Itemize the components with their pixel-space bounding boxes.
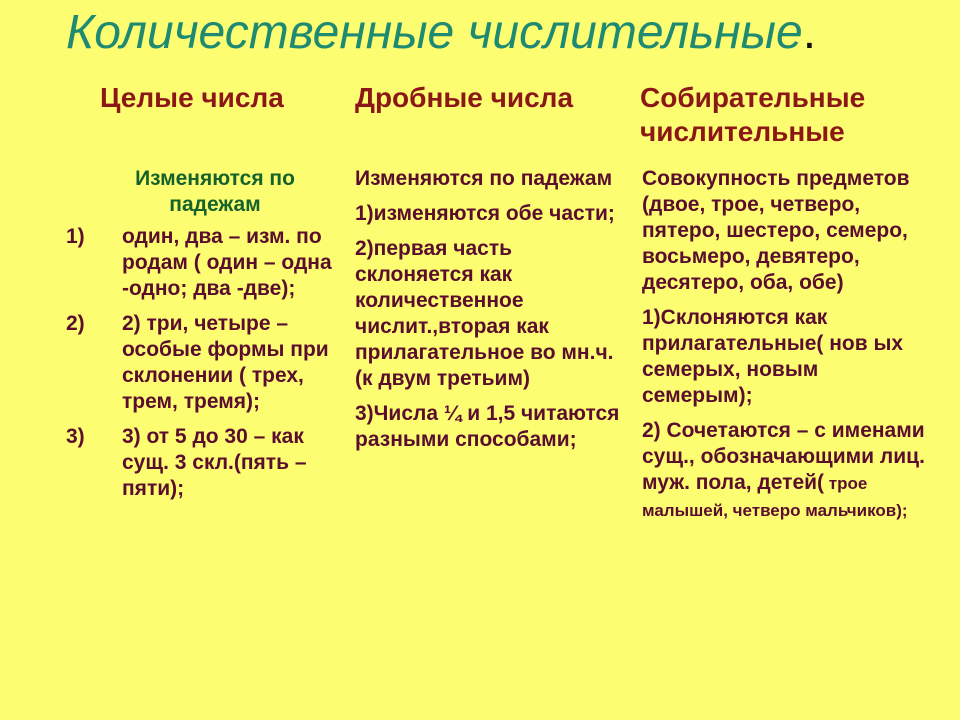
collective-paragraph: 1)Склоняются как прилагательные( нов ых семерых, новым семерым); bbox=[642, 306, 904, 407]
collective-column bbox=[642, 166, 932, 533]
item-text: один, два – изм. по родам ( один – одна -одно; два -две); bbox=[122, 225, 332, 300]
item-number: 2) bbox=[66, 312, 85, 335]
item-number: 1) bbox=[66, 225, 85, 248]
fractional-paragraph: 2)первая часть склоняется как количественное числит.,вторая как прилагательное во мн.ч. (к двум третьим) bbox=[355, 237, 614, 390]
whole-numbers-list bbox=[66, 224, 346, 511]
item-text: 3) от 5 до 30 – как сущ. 3 скл.(пять – пяти); bbox=[122, 425, 307, 500]
list-item bbox=[66, 311, 346, 415]
collective-last-main: 2) Сочетаются – с именами сущ., обозначающими лиц. муж. пола, детей( bbox=[642, 419, 925, 494]
slide-title bbox=[66, 0, 816, 66]
header-collective-numerals: Собирательные числительные bbox=[640, 82, 866, 147]
fractional-paragraph: 3)Числа ¼ и 1,5 читаются разными способами; bbox=[355, 402, 620, 451]
collective-last-small: трое малышей, четверо мальчиков); bbox=[642, 474, 908, 520]
whole-subheader: Изменяются по падежам bbox=[135, 167, 295, 216]
item-number: 3) bbox=[66, 425, 85, 448]
header-fractional-numbers: Дробные числа bbox=[355, 82, 574, 113]
collective-paragraph-last bbox=[642, 418, 932, 524]
header-whole-numbers: Целые числа bbox=[100, 82, 284, 113]
fractional-column bbox=[355, 166, 625, 462]
title-dot: . bbox=[802, 6, 817, 59]
list-item bbox=[66, 224, 346, 302]
fractional-paragraph: 1)изменяются обе части; bbox=[355, 202, 615, 225]
title-text: Количественные числительные bbox=[66, 6, 803, 59]
collective-paragraph: Совокупность предметов (двое, трое, четверо, пятеро, шестеро, семеро, восьмеро, девятеро, десятеро, оба, обе) bbox=[642, 167, 910, 294]
fractional-paragraph: Изменяются по падежам bbox=[355, 167, 613, 190]
item-text: 2) три, четыре – особые формы при склонении ( трех, трем, тремя); bbox=[122, 312, 329, 413]
list-item bbox=[66, 424, 346, 502]
